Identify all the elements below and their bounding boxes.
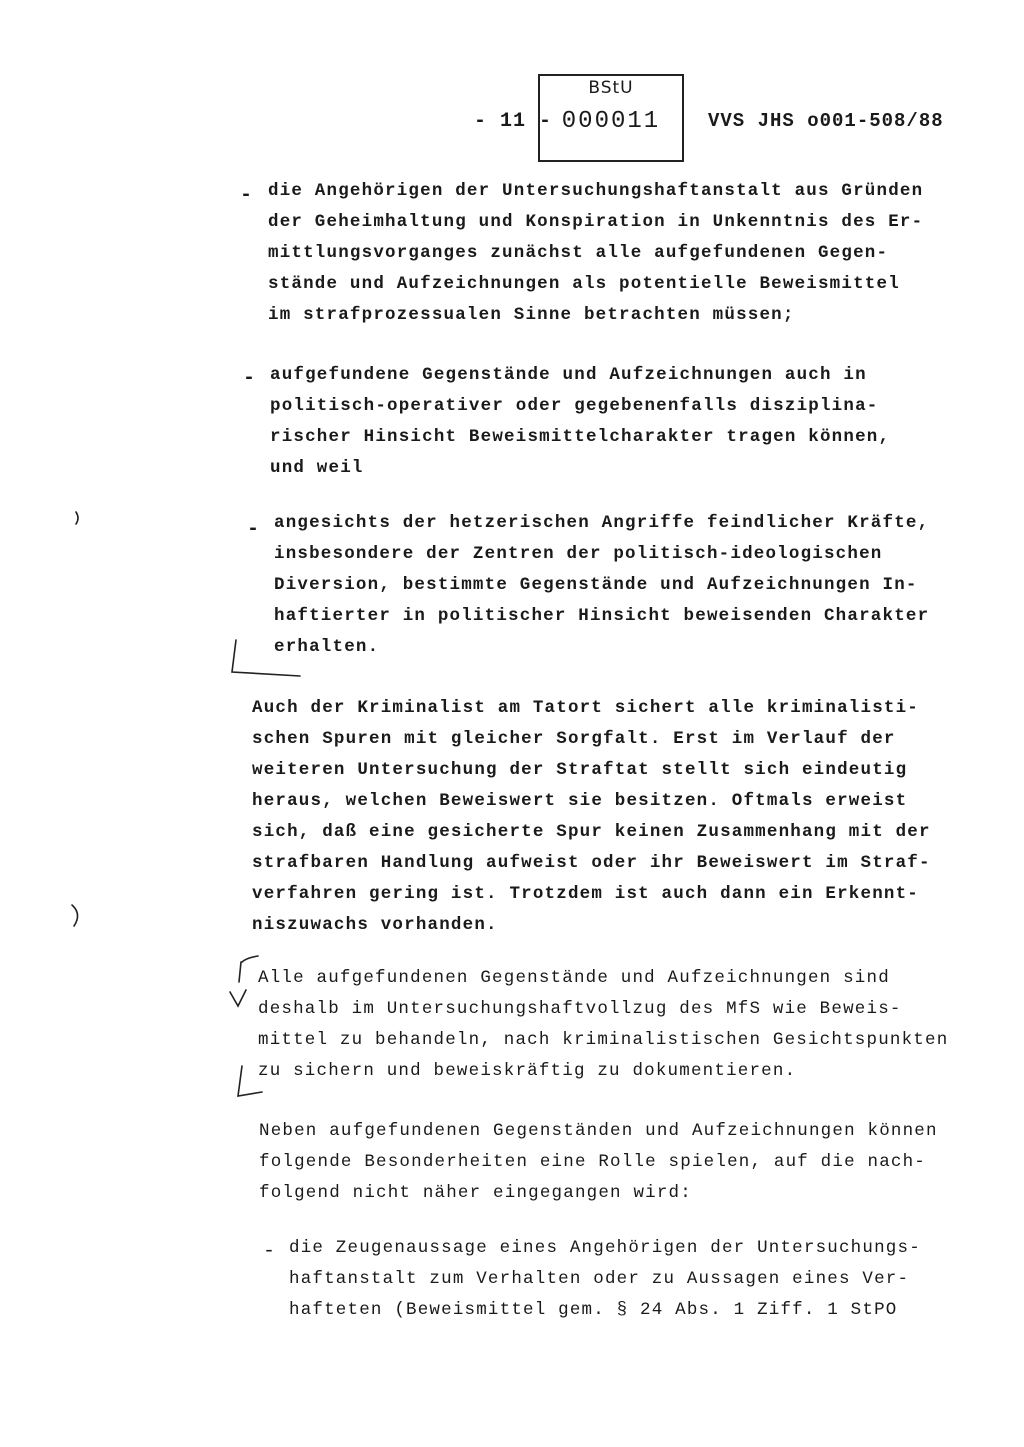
text-line: aufgefundene Gegenstände und Aufzeichnungen auch in	[270, 365, 867, 385]
text-line: haftierter in politischer Hinsicht beweisenden Charakter	[274, 606, 930, 626]
text-line: insbesondere der Zentren der politisch-ideologischen	[274, 544, 883, 564]
document-reference: VVS JHS o001-508/88	[708, 110, 944, 132]
margin-tick-mark	[239, 962, 241, 982]
text-line: Auch der Kriminalist am Tatort sichert alle kriminalisti-	[252, 698, 919, 718]
text-line: schen Spuren mit gleicher Sorgfalt. Erst im Verlauf der	[252, 729, 896, 749]
text-line: hafteten (Beweismittel gem. § 24 Abs. 1 Ziff. 1 StPO	[289, 1300, 898, 1320]
text-line: die Zeugenaussage eines Angehörigen der Untersuchungs-	[289, 1238, 921, 1258]
text-line: strafbaren Handlung aufweist oder ihr Beweiswert im Straf-	[252, 853, 931, 873]
text-line: weiteren Untersuchung der Straftat stellt sich eindeutig	[252, 760, 908, 780]
margin-bracket-mark	[232, 640, 300, 676]
text-line: verfahren gering ist. Trotzdem ist auch dann ein Erkennt-	[252, 884, 919, 904]
text-line: heraus, welchen Beweiswert sie besitzen. Oftmals erweist	[252, 791, 908, 811]
margin-bracket-mark	[238, 1066, 262, 1096]
stamp-label: BStU	[588, 78, 634, 98]
text-line: im strafprozessualen Sinne betrachten müssen;	[268, 305, 795, 325]
page-number: - 11 -	[474, 110, 553, 133]
text-line: politisch-operativer oder gegebenenfalls disziplina-	[270, 396, 879, 416]
text-line: zu sichern und beweiskräftig zu dokumentieren.	[258, 1061, 797, 1081]
text-line: angesichts der hetzerischen Angriffe feindlicher Kräfte,	[274, 513, 930, 533]
text-line: Diversion, bestimmte Gegenstände und Aufzeichnungen In-	[274, 575, 918, 595]
text-line: der Geheimhaltung und Konspiration in Unkenntnis des Er-	[268, 212, 924, 232]
text-line: haftanstalt zum Verhalten oder zu Aussagen eines Ver-	[289, 1269, 910, 1289]
margin-dot-mark	[72, 905, 78, 926]
stamp-number: 000011	[561, 108, 661, 135]
bullet-dash: -	[247, 518, 260, 541]
text-line: Alle aufgefundenen Gegenstände und Aufzeichnungen sind	[258, 968, 890, 988]
text-line: stände und Aufzeichnungen als potentielle Beweismittel	[268, 274, 900, 294]
text-line: sich, daß eine gesicherte Spur keinen Zusammenhang mit der	[252, 822, 931, 842]
text-line: Neben aufgefundenen Gegenständen und Aufzeichnungen können	[259, 1121, 938, 1141]
bullet-dash: -	[240, 184, 253, 207]
margin-check-mark	[230, 990, 246, 1006]
text-line: mittlungsvorganges zunächst alle aufgefundenen Gegen-	[268, 243, 889, 263]
text-line: deshalb im Untersuchungshaftvollzug des MfS wie Beweis-	[258, 999, 902, 1019]
text-line: mittel zu behandeln, nach kriminalistischen Gesichtspunkten	[258, 1030, 949, 1050]
bullet-dash: -	[243, 367, 256, 390]
text-line: rischer Hinsicht Beweismittelcharakter tragen können,	[270, 427, 891, 447]
margin-tick-mark	[242, 956, 258, 962]
text-line: niszuwachs vorhanden.	[252, 915, 498, 935]
text-line: und weil	[270, 458, 364, 478]
margin-dot-mark	[76, 512, 78, 524]
text-line: folgende Besonderheiten eine Rolle spielen, auf die nach-	[259, 1152, 926, 1172]
text-line: folgend nicht näher eingegangen wird:	[259, 1183, 692, 1203]
text-line: erhalten.	[274, 637, 380, 657]
bullet-dash: -	[263, 1240, 276, 1263]
text-line: die Angehörigen der Untersuchungshaftanstalt aus Gründen	[268, 181, 924, 201]
